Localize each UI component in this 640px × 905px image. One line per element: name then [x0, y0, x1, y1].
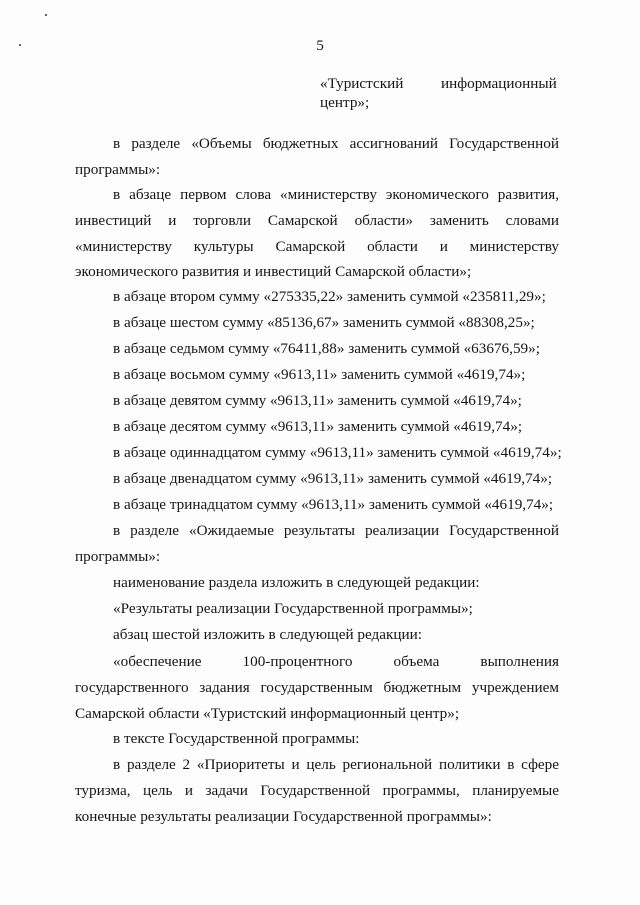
text-line: инвестиций и торговли Самарской области» заменить словами [75, 212, 559, 229]
text-line: наименование раздела изложить в следующей редакции: [113, 574, 480, 591]
text-line: в абзаце втором сумму «275335,22» заменить суммой «235811,29»; [113, 288, 546, 305]
text-line: экономического развития и инвестиций Самарской области»; [75, 263, 472, 280]
text-line: конечные результаты реализации Государственной программы»: [75, 808, 492, 825]
text-line: в абзаце шестом сумму «85136,67» заменить суммой «88308,25»; [113, 314, 535, 331]
text-line: государственного задания государственным бюджетным учреждением [75, 679, 559, 696]
text-line: в абзаце тринадцатом сумму «9613,11» заменить суммой «4619,74»; [113, 496, 554, 513]
text-line: в тексте Государственной программы: [113, 730, 360, 747]
page-number: 5 [316, 37, 324, 54]
text-line: в абзаце десятом сумму «9613,11» заменить суммой «4619,74»; [113, 418, 523, 435]
text-line: в абзаце девятом сумму «9613,11» заменить суммой «4619,74»; [113, 392, 522, 409]
text-line: «министерству культуры Самарской области и министерству [75, 238, 559, 255]
text-line: программы»: [75, 548, 161, 565]
text-line: программы»: [75, 161, 161, 178]
text-line: «Результаты реализации Государственной программы»; [113, 600, 473, 617]
header-block-part1: «Туристский [320, 75, 404, 92]
text-line: в абзаце восьмом сумму «9613,11» заменить суммой «4619,74»; [113, 366, 526, 383]
text-line: «обеспечение 100-процентного объема выполнения [113, 653, 559, 670]
header-block-part3: центр»; [320, 94, 370, 111]
text-line: в абзаце одиннадцатом сумму «9613,11» заменить суммой «4619,74»; [113, 444, 562, 461]
text-line: в абзаце двенадцатом сумму «9613,11» заменить суммой «4619,74»; [113, 470, 553, 487]
header-block-part2: информационный [441, 75, 557, 92]
scan-speck [45, 14, 47, 16]
text-line: абзац шестой изложить в следующей редакции: [113, 626, 422, 643]
text-line: в абзаце седьмом сумму «76411,88» заменить суммой «63676,59»; [113, 340, 540, 357]
text-line: Самарской области «Туристский информационный центр»; [75, 705, 460, 722]
text-line: в абзаце первом слова «министерству экономического развития, [113, 186, 559, 203]
text-line: в разделе «Объемы бюджетных ассигнований Государственной [113, 135, 559, 152]
text-line: в разделе 2 «Приоритеты и цель региональной политики в сфере [113, 756, 559, 773]
text-line: в разделе «Ожидаемые результаты реализации Государственной [113, 522, 559, 539]
text-line: туризма, цель и задачи Государственной программы, планируемые [75, 782, 559, 799]
